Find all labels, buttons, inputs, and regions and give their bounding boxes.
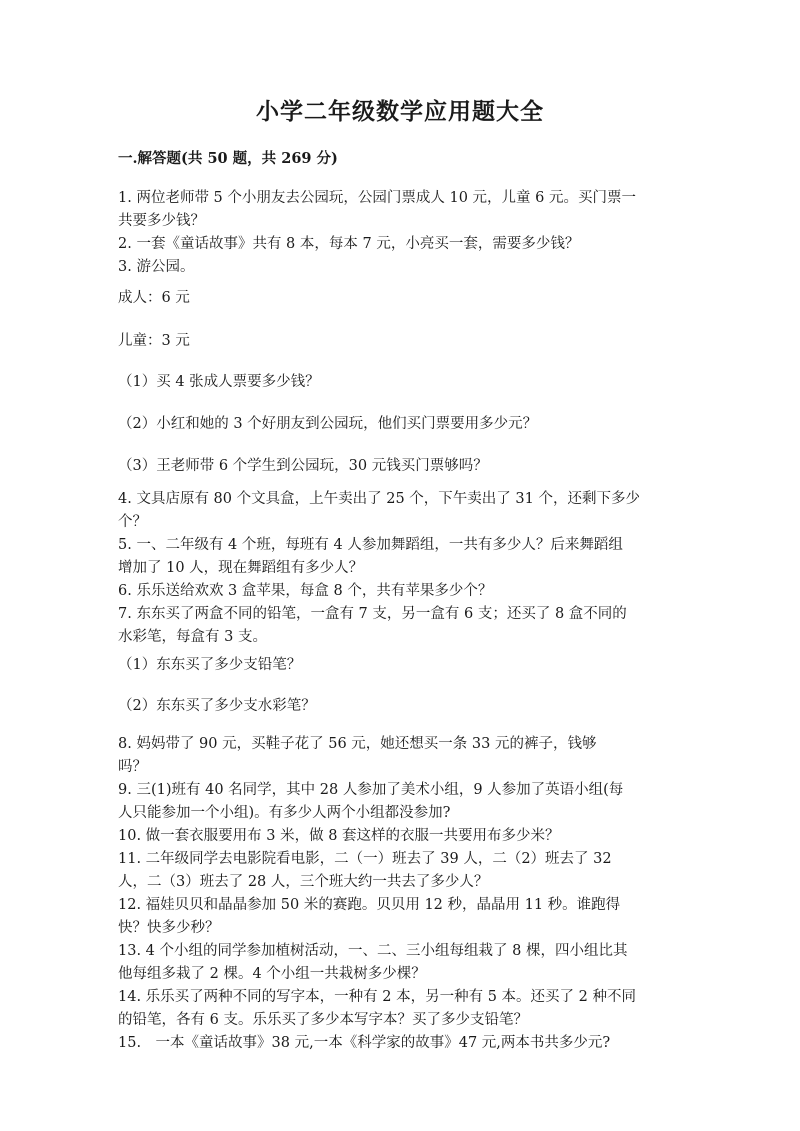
question-line: 的铅笔，各有 6 支。乐乐买了多少本写字本？买了多少支铅笔？: [118, 1012, 528, 1028]
question-line: 10. 做一套衣服要用布 3 米，做 8 套这样的衣服一共要用布多少米？: [118, 828, 560, 844]
question-line: 吗？: [118, 759, 147, 775]
page-title: 小学二年级数学应用题大全: [256, 98, 544, 125]
question-block: [118, 733, 688, 1055]
sub-question: [118, 455, 688, 478]
section-heading: 一.解答题(共 50 题，共 269 分): [118, 150, 338, 167]
question-line: 1. 两位老师带 5 个小朋友去公园玩，公园门票成人 10 元，儿童 6 元。买门票一: [118, 190, 636, 206]
question-line: 增加了 10 人，现在舞蹈组有多少人？: [118, 560, 364, 576]
question-line: 个？: [118, 514, 147, 530]
sub-question: [118, 371, 688, 394]
sub-question: [118, 654, 688, 677]
question-line: （2）小红和她的 3 个好朋友到公园玩，他们买门票要用多少元？: [118, 416, 538, 432]
sub-question: [118, 413, 688, 436]
question-line: 8. 妈妈带了 90 元，买鞋子花了 56 元，她还想买一条 33 元的裤子，钱够: [118, 736, 597, 752]
question-line: 7. 东东买了两盒不同的铅笔，一盒有 7 支，另一盒有 6 支；还买了 8 盒不同的: [118, 606, 627, 622]
question-line: 儿童：3 元: [118, 333, 190, 349]
question-line: 人，二（3）班去了 28 人，三个班大约一共去了多少人？: [118, 874, 489, 890]
question-line: 人只能参加一个小组)。有多少人两个小组都没参加?: [118, 805, 451, 821]
question-line: （1）买 4 张成人票要多少钱？: [118, 374, 320, 390]
question-line: 快？快多少秒？: [118, 920, 220, 936]
question-line: 共要多少钱？: [118, 213, 205, 229]
question-line: （1）东东买了多少支铅笔？: [118, 657, 302, 673]
question-line: 15. 一本《童话故事》38 元,一本《科学家的故事》47 元,两本书共多少元?: [118, 1035, 611, 1051]
question-line: 5. 一、二年级有 4 个班，每班有 4 人参加舞蹈组，一共有多少人？后来舞蹈组: [118, 537, 623, 553]
question-line: 水彩笔，每盒有 3 支。: [118, 629, 267, 645]
question-line: 9. 三(1)班有 40 名同学，其中 28 人参加了美术小组，9 人参加了英语小组(每: [118, 782, 624, 798]
question-line: 3. 游公园。: [118, 259, 195, 275]
question-block: [118, 187, 688, 279]
question-line: 14. 乐乐买了两种不同的写字本，一种有 2 本，另一种有 5 本。还买了 2 种不同: [118, 989, 636, 1005]
sub-question: [118, 695, 688, 718]
question-line: 12. 福娃贝贝和晶晶参加 50 米的赛跑。贝贝用 12 秒，晶晶用 11 秒。谁跑得: [118, 897, 621, 913]
question-line: （2）东东买了多少支水彩笔？: [118, 698, 316, 714]
price-line-child: [118, 330, 688, 353]
question-line: 4. 文具店原有 80 个文具盒，上午卖出了 25 个，下午卖出了 31 个，还剩下多少: [118, 491, 640, 507]
price-line-adult: [118, 287, 688, 310]
question-line: 13. 4 个小组的同学参加植树活动，一、二、三小组每组栽了 8 棵，四小组比其: [118, 943, 628, 959]
question-line: 2. 一套《童话故事》共有 8 本，每本 7 元，小亮买一套，需要多少钱？: [118, 236, 580, 252]
question-line: 成人：6 元: [118, 290, 190, 306]
question-line: （3）王老师带 6 个学生到公园玩，30 元钱买门票够吗？: [118, 458, 488, 474]
question-line: 他每组多栽了 2 棵。4 个小组一共栽树多少棵？: [118, 966, 426, 982]
question-line: 11. 二年级同学去电影院看电影，二（一）班去了 39 人，二（2）班去了 32: [118, 851, 612, 867]
question-line: 6. 乐乐送给欢欢 3 盒苹果，每盒 8 个，共有苹果多少个？: [118, 583, 493, 599]
question-block: [118, 488, 688, 649]
